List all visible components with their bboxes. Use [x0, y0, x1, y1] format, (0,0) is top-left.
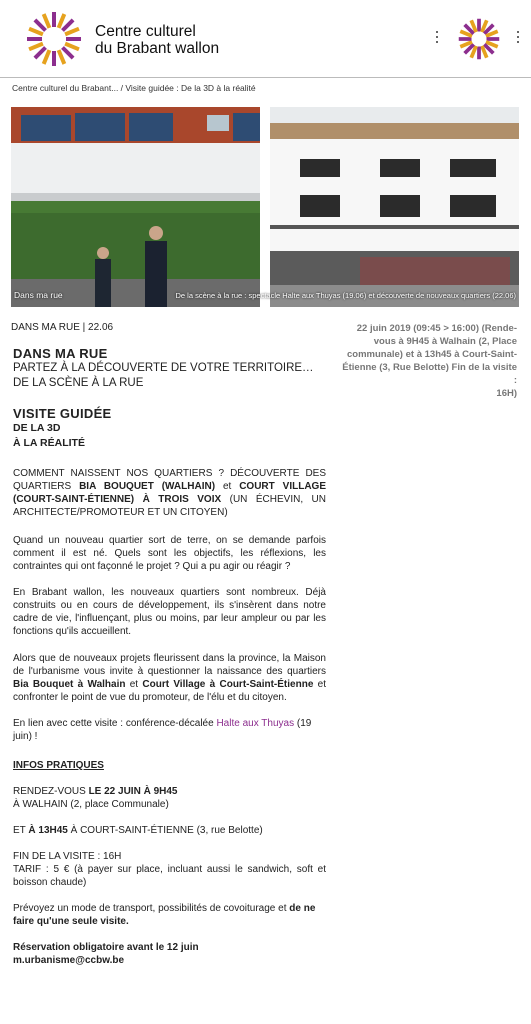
- end-time: FIN DE LA VISITE : 16H: [13, 851, 122, 862]
- halte-aux-thuyas-link[interactable]: Halte aux Thuyas: [216, 718, 295, 729]
- date-line-3: communale) et à 13h45 à Court-Saint-: [347, 349, 517, 360]
- article-body: [13, 346, 326, 967]
- visit-subtitle-2: À LA RÉALITÉ: [13, 437, 85, 449]
- ccbw-small-logo-icon[interactable]: [458, 18, 500, 60]
- brand-line-1: Centre culturel: [95, 23, 196, 40]
- rendezvous-2: ET À 13H45 À COURT-SAINT-ÉTIENNE (3, rue Belotte): [13, 825, 263, 836]
- brand-name[interactable]: [95, 23, 219, 57]
- hero-images: [11, 107, 519, 307]
- menu-dots-icon-2[interactable]: [517, 31, 519, 45]
- transport-note: Prévoyez un mode de transport, possibilités de covoiturage et de ne faire qu'une seule visite.: [13, 903, 316, 927]
- paragraph-3: Alors que de nouveaux projets fleurissent dans la province, la Maison de l'urbanisme vous invite à questionner la naissance des quartiers Bia Bouquet à Walhain et Court Village à Court-Saint-Étienne et confronter le point de vue du promoteur, de l'élu et du citoyen.: [13, 653, 326, 703]
- left-photo-caption: Dans ma rue: [14, 290, 63, 300]
- event-date-info: [342, 322, 517, 400]
- hero-photo-building[interactable]: [175, 107, 519, 307]
- visit-title: VISITE GUIDÉE: [13, 406, 112, 421]
- rendezvous-1: RENDEZ-VOUS LE 22 JUIN À 9H45: [13, 786, 178, 797]
- paragraph-1: Quand un nouveau quartier sort de terre, on se demande parfois comment il est né. Quels sont les objectifs, les réflexions, les contraintes qui ont façonné le projet ? Qui a pu agir ou réagir ?: [13, 535, 326, 572]
- right-photo-caption: De la scène à la rue : spectacle Halte aux Thuyas (19.06) et découverte de nouveaux quartiers (22.06): [175, 291, 516, 300]
- visit-subtitle-1: DE LA 3D: [13, 422, 61, 434]
- article-subtitle-2: DE LA SCÈNE À LA RUE: [13, 377, 144, 389]
- infos-pratiques-heading: INFOS PRATIQUES: [13, 760, 104, 771]
- breadcrumb[interactable]: Centre culturel du Brabant... / Visite guidée : De la 3D à la réalité: [12, 83, 256, 93]
- date-line-1: 22 juin 2019 (09:45 > 16:00) (Rende-: [356, 323, 517, 334]
- article-subtitle-1: PARTEZ À LA DÉCOUVERTE DE VOTRE TERRITOIRE…: [13, 362, 314, 374]
- event-tagline: DANS MA RUE | 22.06: [11, 322, 114, 333]
- tarif: TARIF : 5 € (à payer sur place, incluant aussi le sandwich, soft et boisson chaude): [13, 864, 326, 888]
- date-line-2: vous à 9H45 à Walhain (2, Place: [373, 336, 517, 347]
- date-line-4: Étienne (3, Rue Belotte) Fin de la visite :: [342, 362, 517, 386]
- brand-line-2: du Brabant wallon: [95, 40, 220, 57]
- paragraph-2: En Brabant wallon, les nouveaux quartiers sont nombreux. Déjà construits ou en cours de développement, ils s'insèrent dans notre cadre de vie, l'influençant, plus ou moins, par leur ampleur ou par les fonctions qu'ils accueillent.: [13, 587, 326, 637]
- article-title: DANS MA RUE: [13, 346, 108, 361]
- menu-dots-icon[interactable]: [436, 31, 438, 45]
- contact-email[interactable]: m.urbanisme@ccbw.be: [13, 955, 125, 966]
- site-header: [0, 0, 531, 78]
- reservation-note: Réservation obligatoire avant le 12 juin: [13, 942, 199, 953]
- hero-photo-street[interactable]: [11, 107, 260, 307]
- paragraph-4: En lien avec cette visite : conférence-décalée Halte aux Thuyas (19 juin) !: [13, 718, 312, 742]
- date-line-5: 16H): [496, 388, 517, 399]
- rendezvous-1-place: À WALHAIN (2, place Communale): [13, 799, 169, 810]
- ccbw-logo-icon[interactable]: [26, 11, 82, 67]
- intro-paragraph: COMMENT NAISSENT NOS QUARTIERS ? DÉCOUVERTE DES QUARTIERS BIA BOUQUET (WALHAIN) et COURT VILLAGE (COURT-SAINT-ÉTIENNE) À TROIS VOIX (UN ÉCHEVIN, UN ARCHITECTE/PROMOTEUR ET UN CITOYEN): [13, 468, 326, 518]
